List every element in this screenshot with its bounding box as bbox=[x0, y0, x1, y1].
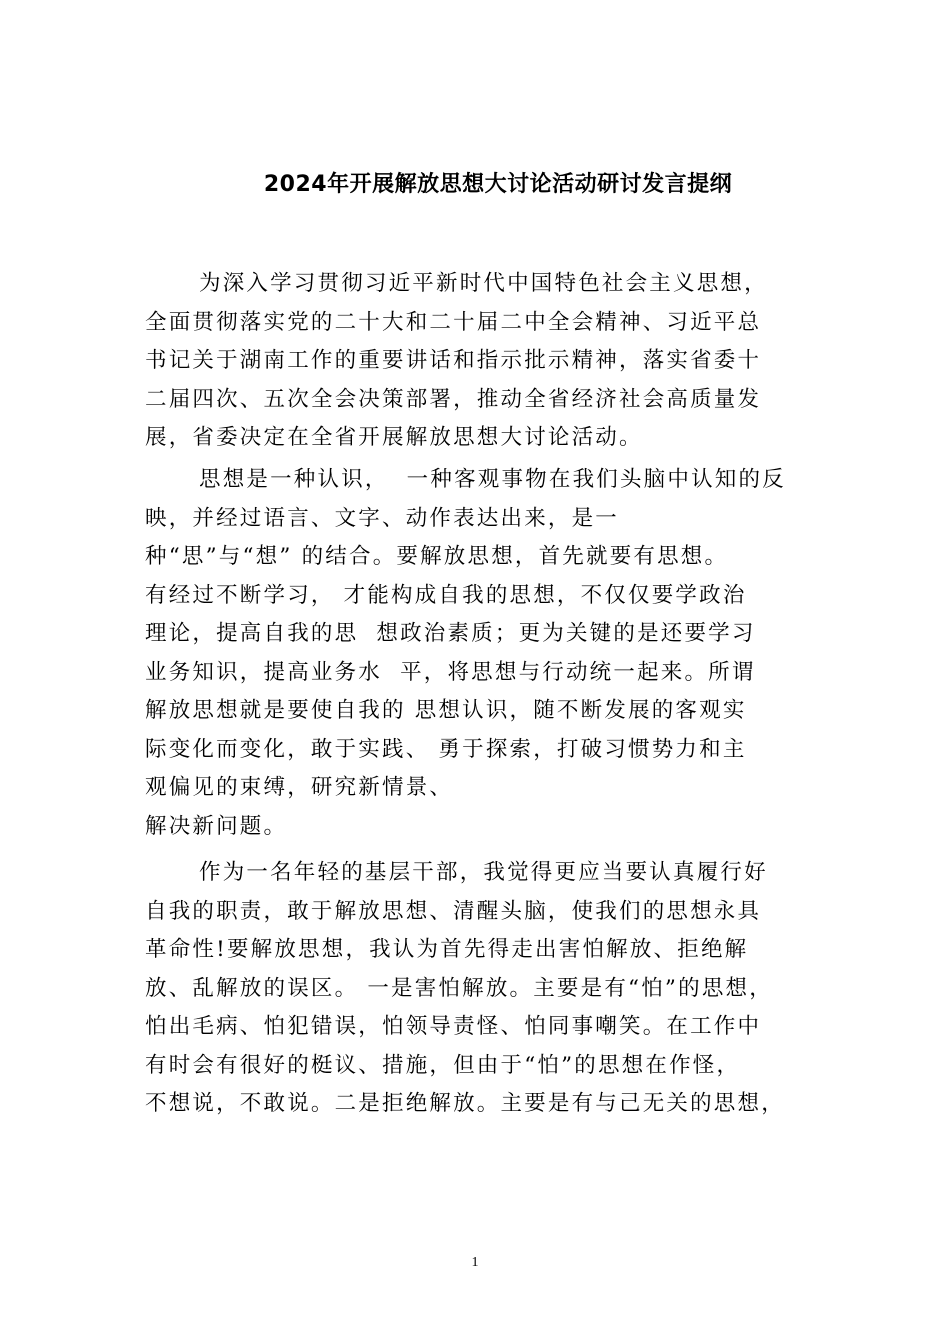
paragraph-line: 解放思想就是要使自我的 思想认识，随不断发展的客观实 bbox=[145, 698, 747, 723]
paragraph-line: 作为一名年轻的基层干部，我觉得更应当要认真履行好 bbox=[199, 860, 768, 885]
paragraph-line: 怕出毛病、怕犯错误，怕领导责怪、怕同事嘲笑。在工作中 bbox=[145, 1014, 762, 1039]
paragraph-line: 际变化而变化，敢于实践、 勇于探索，打破习惯势力和主 bbox=[145, 736, 747, 762]
paragraph-line: 展，省委决定在全省开展解放思想大讨论活动。 bbox=[145, 425, 643, 450]
paragraph-line: 思想是一种认识， 一种客观事物在我们头脑中认知的反 bbox=[199, 467, 786, 492]
document-title: 2024年开展解放思想大讨论活动研讨发言提纲 bbox=[263, 172, 733, 197]
paragraph-line: 放、乱解放的误区。 一是害怕解放。主要是有“怕”的思想， bbox=[145, 975, 773, 1001]
paragraph-line: 全面贯彻落实党的二十大和二十届二中全会精神、习近平总 bbox=[145, 309, 762, 335]
paragraph-1 bbox=[145, 265, 805, 458]
paragraph-line: 为深入学习贯彻习近平新时代中国特色社会主义思想， bbox=[199, 271, 768, 296]
paragraph-3 bbox=[145, 854, 805, 1124]
paragraph-line: 革命性!要解放思想，我认为首先得走出害怕解放、拒绝解 bbox=[145, 937, 749, 962]
paragraph-line: 书记关于湖南工作的重要讲话和指示批示精神，落实省委十 bbox=[145, 348, 762, 373]
paragraph-line: 解决新问题。 bbox=[145, 813, 288, 839]
page-number: 1 bbox=[471, 1255, 479, 1270]
paragraph-line: 不想说，不敢说。二是拒绝解放。主要是有与己无关的思想， bbox=[145, 1091, 785, 1116]
paragraph-line: 有经过不断学习， 才能构成自我的思想，不仅仅要学政治 bbox=[145, 582, 747, 608]
paragraph-line: 二届四次、五次全会决策部署，推动全省经济社会高质量发 bbox=[145, 386, 762, 412]
paragraph-line: 业务知识，提高业务水 平，将思想与行动统一起来。所谓 bbox=[145, 659, 756, 685]
paragraph-line: 自我的职责，敢于解放思想、清醒头脑，使我们的思想永具 bbox=[145, 898, 762, 924]
paragraph-line: 观偏见的束缚，研究新情景、 bbox=[145, 775, 454, 800]
paragraph-2 bbox=[145, 461, 805, 846]
paragraph-line: 映，并经过语言、文字、动作表达出来，是一 bbox=[145, 505, 620, 531]
paragraph-line: 种“思”与“想” 的结合。要解放思想，首先就要有思想。 bbox=[145, 544, 729, 569]
paragraph-line: 有时会有很好的梃议、措施，但由于“怕”的思想在作怪， bbox=[145, 1052, 741, 1078]
paragraph-line: 理论，提高自我的思 想政治素质；更为关键的是还要学习 bbox=[145, 621, 756, 646]
